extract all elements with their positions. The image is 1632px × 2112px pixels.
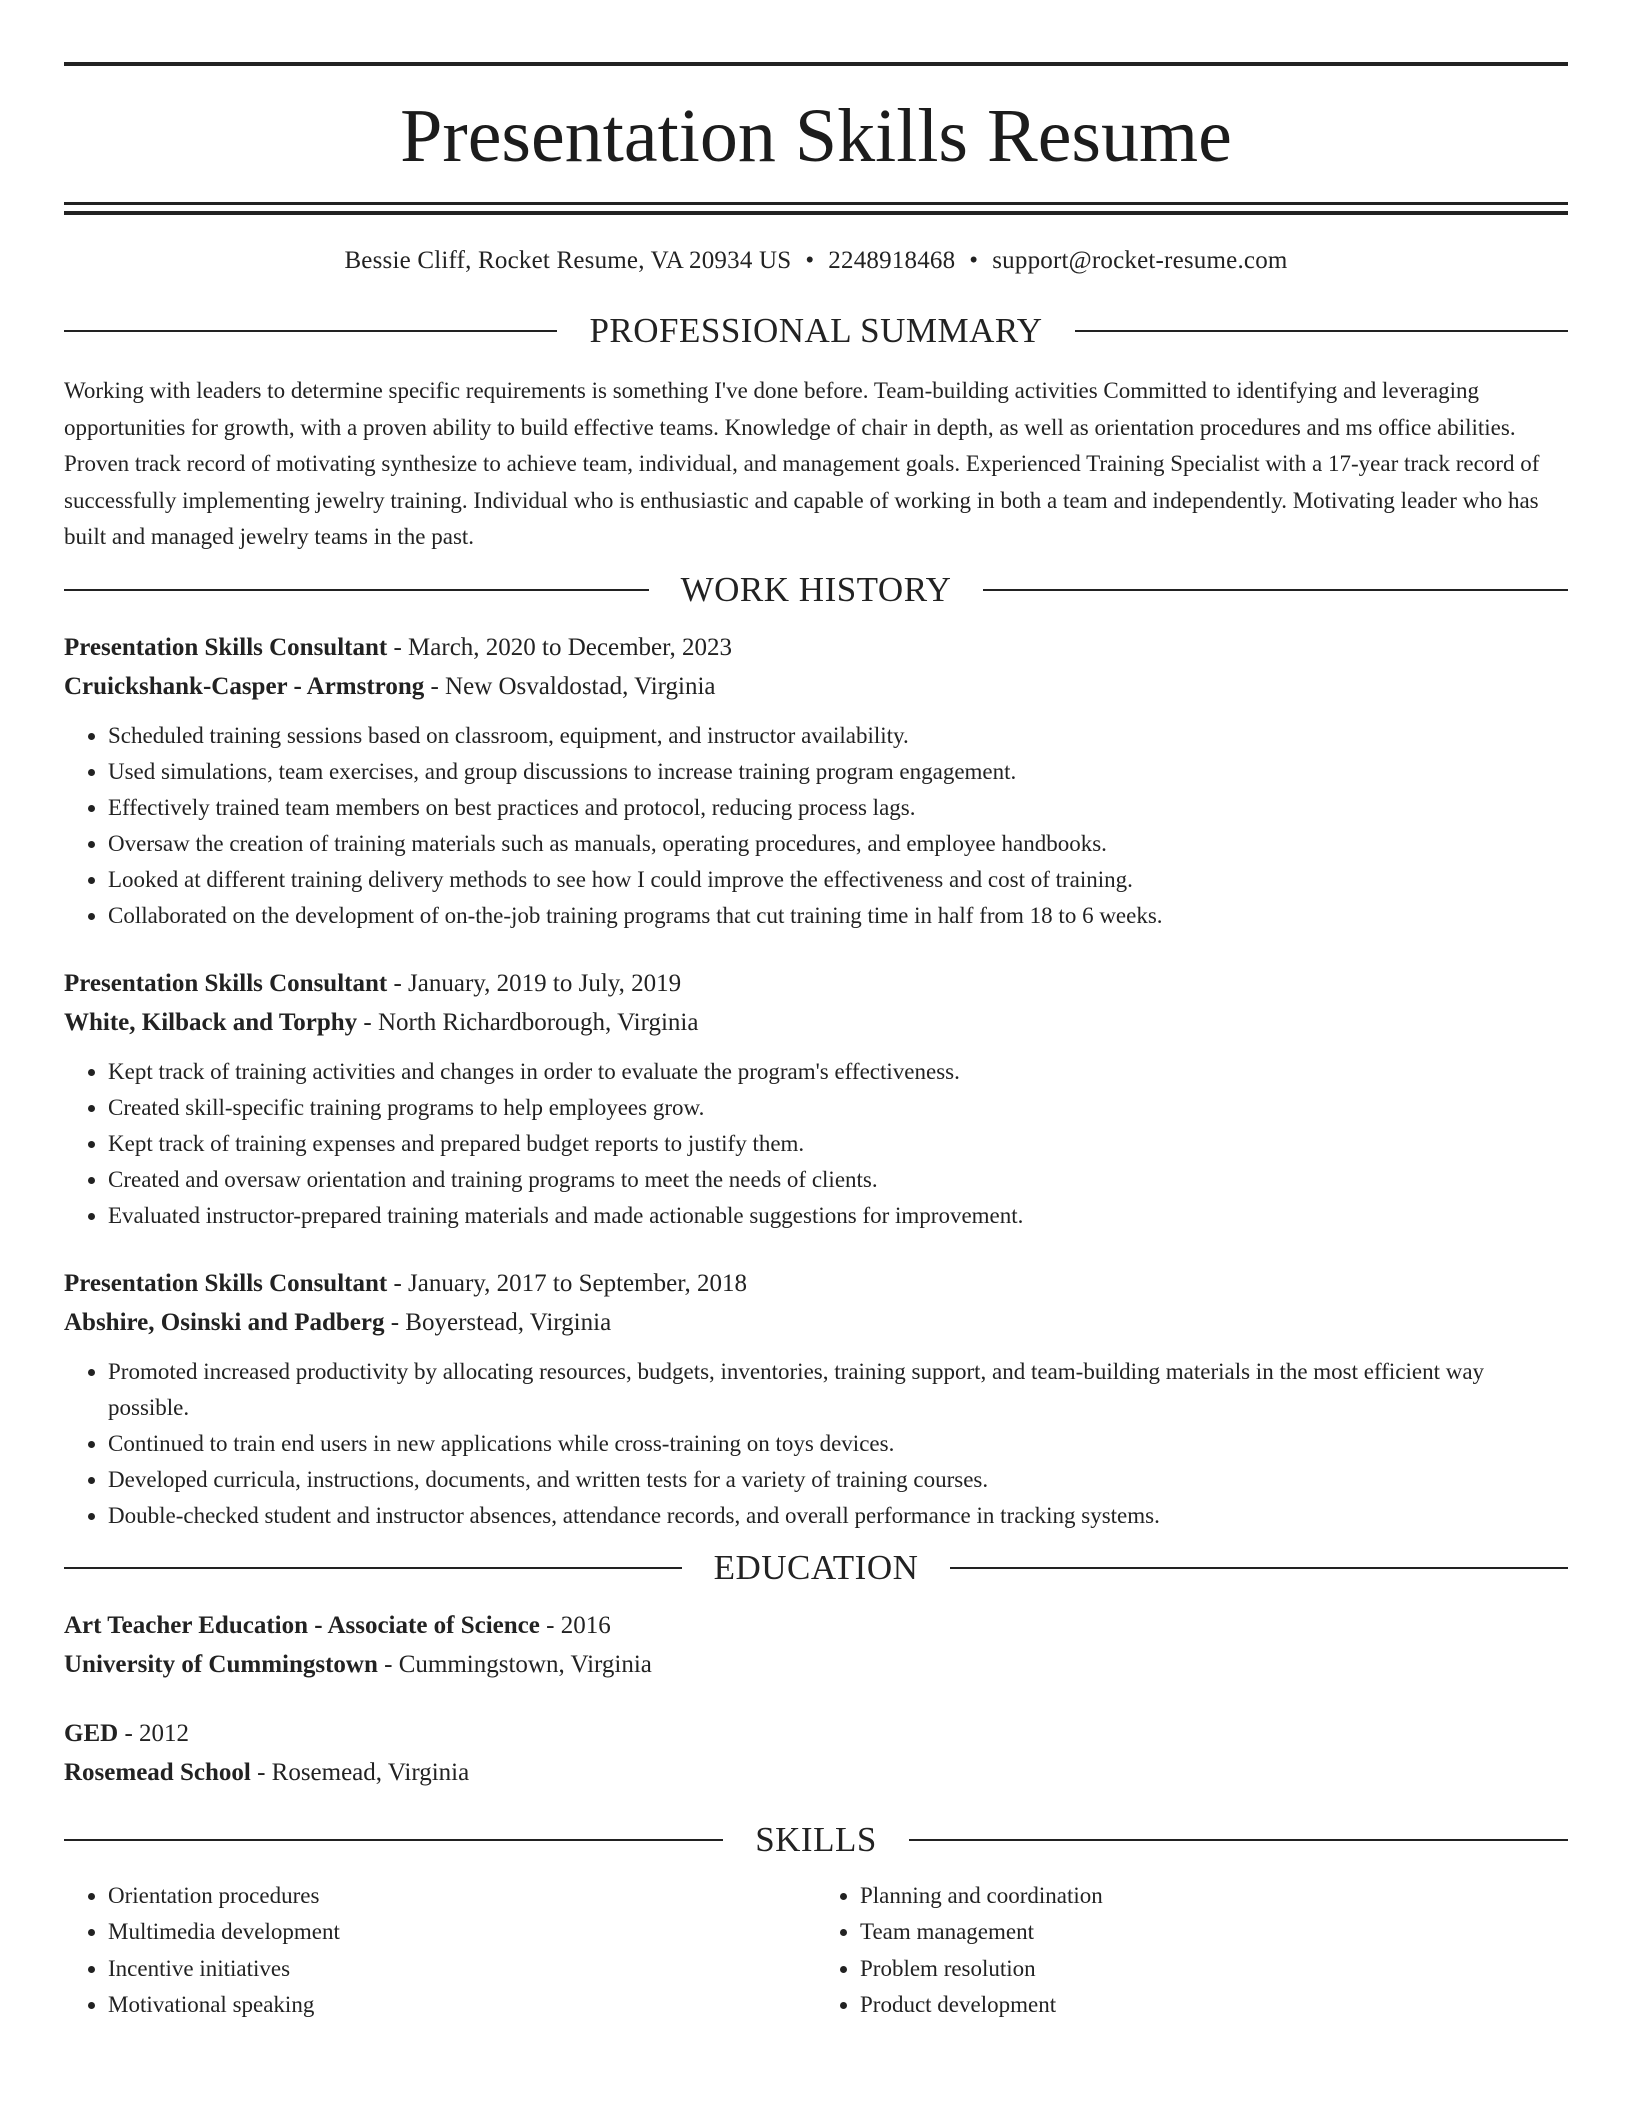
list-item: • Created and oversaw orientation and training programs to meet the needs of clients. [108, 1162, 1568, 1198]
contact-separator: • [805, 247, 815, 274]
skill-item: • Planning and coordination [860, 1878, 1568, 1915]
list-item: • Created skill-specific training programs to help employees grow. [108, 1090, 1568, 1126]
degree-name: GED [64, 1719, 119, 1747]
education-heading-label: EDUCATION [713, 1547, 919, 1587]
list-item: • Continued to train end users in new applications while cross-training on toys devices. [108, 1426, 1568, 1462]
skill-item: • Motivational speaking [108, 1987, 816, 2024]
heading-rule [983, 589, 1568, 591]
skills-list-right [816, 1878, 1568, 2024]
list-item: • Double-checked student and instructor absences, attendance records, and overall performance in tracking systems. [108, 1498, 1568, 1534]
job-title: Presentation Skills Consultant [64, 969, 388, 997]
job-location: - North Richardborough, Virginia [357, 1008, 699, 1036]
list-item: • Effectively trained team members on best practices and protocol, reducing process lags. [108, 790, 1568, 826]
education-entry [64, 1714, 1568, 1792]
job-company-line [64, 1003, 1568, 1042]
list-item: • Used simulations, team exercises, and group discussions to increase training program engagement. [108, 754, 1568, 790]
work-heading-label: WORK HISTORY [680, 569, 952, 609]
job-title: Presentation Skills Consultant [64, 633, 388, 661]
job-title-line [64, 964, 1568, 1003]
summary-heading-label: PROFESSIONAL SUMMARY [589, 311, 1043, 350]
skill-item: • Incentive initiatives [108, 1951, 816, 1988]
contact-address: Bessie Cliff, Rocket Resume, VA 20934 US [344, 247, 792, 274]
contact-email: support@rocket-resume.com [992, 247, 1288, 274]
list-item: • Evaluated instructor-prepared training materials and made actionable suggestions for improvement. [108, 1198, 1568, 1234]
contact-phone: 2248918468 [828, 247, 956, 274]
summary-section-heading [64, 311, 1568, 351]
degree-line [64, 1714, 1568, 1753]
heading-rule [909, 1839, 1568, 1841]
job-location: - New Osvaldostad, Virginia [424, 672, 716, 700]
list-item: • Developed curricula, instructions, documents, and written tests for a variety of training courses. [108, 1462, 1568, 1498]
skill-item: • Multimedia development [108, 1914, 816, 1951]
heading-rule [64, 589, 649, 591]
school-line [64, 1753, 1568, 1792]
job-dates: - March, 2020 to December, 2023 [387, 633, 732, 661]
job-dates: - January, 2017 to September, 2018 [387, 1269, 748, 1297]
job-dates: - January, 2019 to July, 2019 [387, 969, 682, 997]
job-entry [64, 1264, 1568, 1534]
title-double-rule [64, 202, 1568, 215]
degree-year: - 2012 [118, 1719, 190, 1747]
summary-text: Working with leaders to determine specific requirements is something I've done before. Team-building activities Committed to identifying and leveraging opportunities for growth, with a proven ability to build effective teams. Knowledge of chair in depth, as well as orientation procedures and ms office abilities. Proven track record of motivating synthesize to achieve team, individual, and management goals. Experienced Training Specialist with a 17-year track record of successfully implementing jewelry training. Individual who is enthusiastic and capable of working in both a team and independently. Motivating leader who has built and managed jewelry teams in the past. [64, 378, 1540, 549]
job-title-line [64, 628, 1568, 667]
list-item: • Oversaw the creation of training materials such as manuals, operating procedures, and employee handbooks. [108, 826, 1568, 862]
job-entry [64, 628, 1568, 934]
job-title-line [64, 1264, 1568, 1303]
school-name: University of Cummingstown [64, 1650, 378, 1678]
job-bullets [64, 1054, 1568, 1234]
heading-rule [64, 330, 557, 332]
list-item: • Kept track of training activities and changes in order to evaluate the program's effectiveness. [108, 1054, 1568, 1090]
job-company-line [64, 667, 1568, 706]
job-company: White, Kilback and Torphy [64, 1008, 358, 1036]
page-title: Presentation Skills Resume [400, 94, 1232, 178]
education-entry [64, 1606, 1568, 1684]
job-bullets [64, 718, 1568, 934]
degree-year: - 2016 [539, 1611, 611, 1639]
job-company-line [64, 1303, 1568, 1342]
skill-item: • Product development [860, 1987, 1568, 2024]
list-item: • Looked at different training delivery methods to see how I could improve the effectiveness and cost of training. [108, 862, 1568, 898]
heading-rule [1075, 330, 1568, 332]
heading-rule [950, 1567, 1568, 1569]
skill-item: • Team management [860, 1914, 1568, 1951]
education-section-heading [64, 1548, 1568, 1588]
school-name: Rosemead School [64, 1758, 251, 1786]
skills-section-heading [64, 1820, 1568, 1860]
job-bullets [64, 1354, 1568, 1534]
list-item: • Collaborated on the development of on-the-job training programs that cut training time in half from 18 to 6 weeks. [108, 898, 1568, 934]
skill-item: • Problem resolution [860, 1951, 1568, 1988]
school-location: - Rosemead, Virginia [250, 1758, 470, 1786]
skills-heading-label: SKILLS [755, 1819, 877, 1859]
contact-line [64, 247, 1568, 275]
skill-item: • Orientation procedures [108, 1878, 816, 1915]
job-title: Presentation Skills Consultant [64, 1269, 388, 1297]
job-location: - Boyerstead, Virginia [384, 1308, 612, 1336]
list-item: • Promoted increased productivity by allocating resources, budgets, inventories, training support, and team-building materials in the most efficient way possible. [108, 1354, 1568, 1426]
work-section-heading [64, 570, 1568, 610]
list-item: • Scheduled training sessions based on classroom, equipment, and instructor availability. [108, 718, 1568, 754]
list-item: • Kept track of training expenses and prepared budget reports to justify them. [108, 1126, 1568, 1162]
degree-line [64, 1606, 1568, 1645]
heading-rule [64, 1839, 723, 1841]
contact-separator: • [969, 247, 979, 274]
heading-rule [64, 1567, 682, 1569]
job-entry [64, 964, 1568, 1234]
top-rule [64, 62, 1568, 66]
job-company: Cruickshank-Casper - Armstrong [64, 672, 425, 700]
skills-list-left [64, 1878, 816, 2024]
degree-name: Art Teacher Education - Associate of Science [64, 1611, 540, 1639]
skills-columns [64, 1878, 1568, 2024]
school-line [64, 1645, 1568, 1684]
school-location: - Cummingstown, Virginia [377, 1650, 652, 1678]
job-company: Abshire, Osinski and Padberg [64, 1308, 385, 1336]
